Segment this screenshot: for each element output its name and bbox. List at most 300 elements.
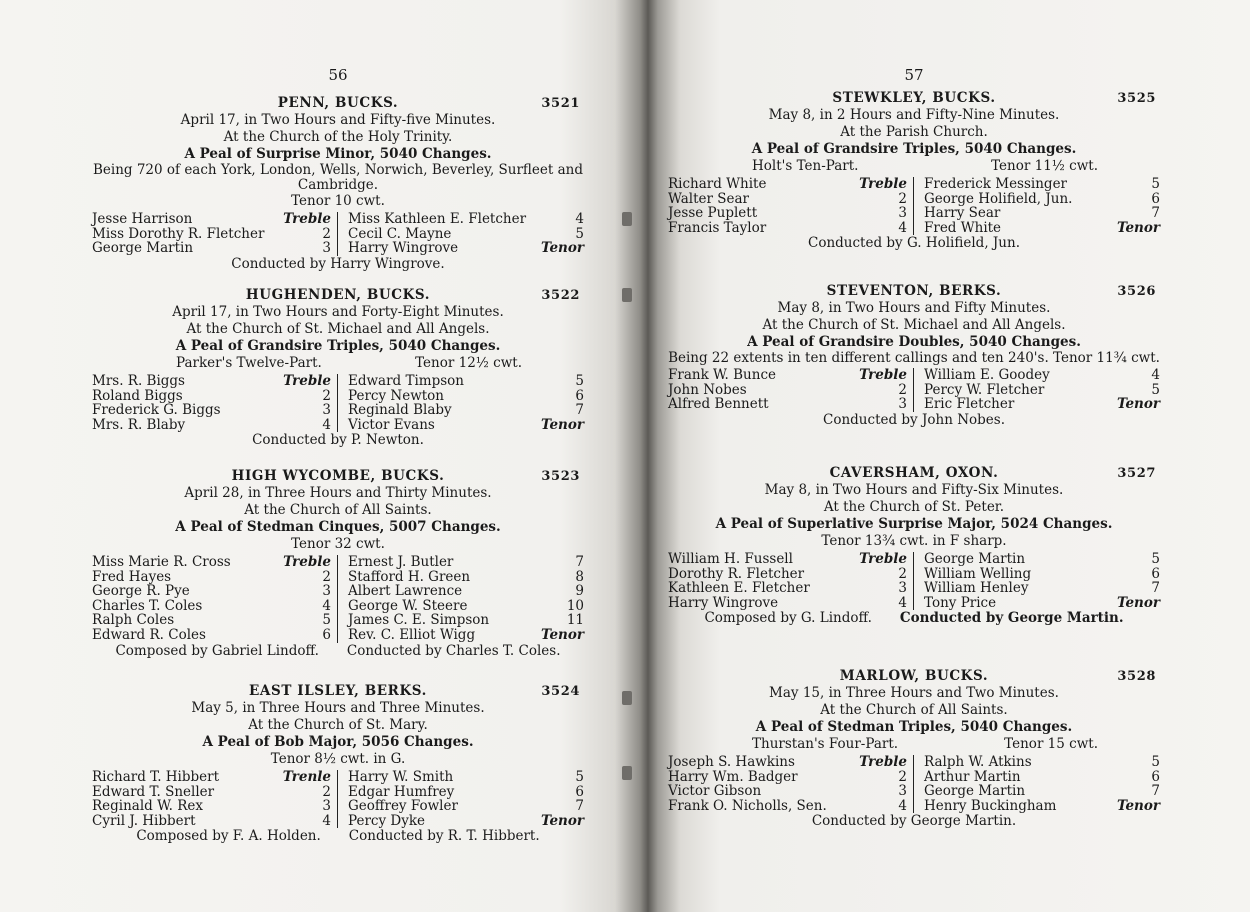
ringers-table [92, 212, 584, 256]
ringer-row [92, 212, 331, 227]
ringers-right-column [914, 177, 1160, 235]
peal-heading [92, 287, 584, 304]
bell-number: 7 [575, 402, 584, 419]
ringer-row [92, 584, 331, 599]
ringer-row [92, 418, 331, 433]
ringer-name: Percy W. Fletcher [924, 381, 1045, 398]
composition-row [668, 736, 1160, 753]
ringer-name: Geoffrey Fowler [348, 798, 458, 815]
ringer-name: Albert Lawrence [348, 583, 463, 600]
peal-date: May 8, in 2 Hours and Fifty-Nine Minutes. [768, 107, 1060, 123]
ringer-row [924, 368, 1160, 383]
ringers-right-column [914, 755, 1160, 813]
peal-church: At the Church of St. Peter. [823, 499, 1005, 515]
peal-date: April 17, in Two Hours and Forty-Eight Minutes. [172, 304, 504, 320]
ringer-row [668, 770, 907, 785]
peal-church: At the Church of All Saints. [820, 702, 1008, 718]
bell-number: Treble [283, 554, 331, 570]
ringers-table [92, 555, 584, 643]
bell-number: 4 [898, 594, 907, 611]
ringers-table [668, 552, 1160, 610]
bell-number: 2 [898, 565, 907, 582]
conductor-line [92, 828, 584, 845]
ringer-name: Ralph W. Atkins [924, 754, 1032, 770]
ringer-name: Roland Biggs [92, 387, 183, 404]
ringer-name: Eric Fletcher [924, 396, 1015, 413]
conductor-line [92, 643, 584, 660]
ringer-name: Alfred Bennett [668, 396, 769, 413]
peal-heading [92, 95, 584, 112]
bell-number: Tenor [540, 626, 584, 643]
ringer-row [668, 383, 907, 398]
peal-entry [668, 283, 1160, 429]
bell-number: Tenor [540, 416, 584, 433]
ringer-name: Percy Dyke [348, 812, 426, 829]
bell-number: Tenor [1116, 219, 1160, 236]
conductor-line [92, 432, 584, 449]
ringer-name: William E. Goodey [924, 367, 1050, 383]
conductor: Conducted by Harry Wingrove. [231, 255, 445, 272]
ringer-row [348, 799, 584, 814]
peal-number: 3528 [1117, 669, 1156, 684]
peal-entry [668, 90, 1160, 252]
peal-place: CAVERSHAM, OXON. [829, 465, 999, 481]
ringer-name: George Martin [924, 551, 1026, 567]
bell-number: 2 [322, 568, 331, 585]
ringer-name: Rev. C. Elliot Wigg [348, 626, 476, 643]
bell-number: 3 [322, 240, 331, 257]
bell-number: Tenor [1116, 797, 1160, 814]
ringer-row [668, 784, 907, 799]
ringer-row [668, 755, 907, 770]
binding-tab [622, 691, 632, 705]
peal-date: May 8, in Two Hours and Fifty Minutes. [777, 300, 1051, 316]
composition-row [92, 355, 584, 372]
tenor-weight: Tenor 11½ cwt. [991, 158, 1098, 174]
ringer-row [348, 570, 584, 585]
ringer-name: Walter Sear [668, 190, 749, 207]
ringer-row [92, 555, 331, 570]
conductor: Conducted by George Martin. [811, 813, 1017, 830]
ringer-name: George Martin [924, 783, 1026, 800]
ringers-right-column [914, 368, 1160, 412]
ringers-right-column [914, 552, 1160, 610]
ringers-left-column [668, 552, 914, 610]
ringer-row [348, 227, 584, 242]
peal-heading [92, 683, 584, 700]
ringer-name: Dorothy R. Fletcher [668, 565, 805, 582]
conductor-line [668, 610, 1160, 627]
peal-place: STEWKLEY, BUCKS. [832, 90, 996, 106]
conductor: Conducted by G. Holifield, Jun. [807, 235, 1020, 252]
ringer-row [92, 389, 331, 404]
tenor-weight: Tenor 32 cwt. [291, 536, 385, 552]
bell-number: 6 [575, 387, 584, 404]
ringers-right-column [338, 374, 584, 432]
ringer-name: Reginald Blaby [348, 402, 452, 419]
ringer-name: George R. Pye [92, 583, 190, 600]
ringer-name: Stafford H. Green [348, 568, 471, 585]
peal-method: A Peal of Surprise Minor, 5040 Changes. [184, 146, 492, 162]
bell-number: 5 [1151, 176, 1160, 192]
ringer-row [348, 613, 584, 628]
bell-number: 10 [566, 597, 584, 614]
ringers-table [92, 770, 584, 828]
bell-number: 5 [1151, 381, 1160, 398]
bell-number: 6 [1151, 565, 1160, 582]
ringer-name: Henry Buckingham [924, 797, 1057, 814]
peal-method: A Peal of Grandsire Triples, 5040 Changes. [175, 338, 501, 354]
ringer-name: George W. Steere [348, 597, 468, 614]
ringers-table [668, 368, 1160, 412]
bell-number: Tenor [1116, 396, 1160, 413]
peal-number: 3525 [1117, 91, 1156, 106]
bell-number: Treble [859, 367, 907, 383]
bell-number: 4 [898, 219, 907, 236]
ringer-name: Miss Dorothy R. Fletcher [92, 225, 265, 242]
bell-number: Tenor [540, 812, 584, 829]
peal-method: A Peal of Superlative Surprise Major, 5024 Changes. [715, 516, 1113, 532]
ringer-row [348, 785, 584, 800]
peal-place: MARLOW, BUCKS. [839, 668, 989, 684]
ringer-row [348, 584, 584, 599]
bell-number: 7 [1151, 580, 1160, 597]
composition: Thurstan's Four-Part. [752, 736, 899, 752]
peal-method: A Peal of Stedman Cinques, 5007 Changes. [175, 519, 501, 535]
ringer-row [348, 770, 584, 785]
peal-entry [92, 683, 584, 845]
bell-number: 5 [1151, 551, 1160, 567]
bell-number: Treble [859, 551, 907, 567]
ringer-row [924, 567, 1160, 582]
ringer-row [348, 628, 584, 643]
binding-tab [622, 288, 632, 302]
ringer-name: Mrs. R. Blaby [92, 416, 186, 433]
ringer-name: Victor Gibson [668, 783, 762, 800]
peal-entry [92, 287, 584, 449]
peal-entry [92, 468, 584, 660]
ringer-name: Miss Marie R. Cross [92, 554, 231, 570]
ringer-row [348, 418, 584, 433]
ringer-row [668, 368, 907, 383]
ringer-row [668, 177, 907, 192]
ringer-row [348, 403, 584, 418]
ringer-row [668, 221, 907, 236]
bell-number: 4 [322, 416, 331, 433]
bell-number: 2 [898, 381, 907, 398]
peal-heading [668, 90, 1160, 107]
page-number: 56 [328, 66, 348, 84]
ringer-row [92, 374, 331, 389]
ringer-row [668, 596, 907, 611]
bell-number: 2 [322, 225, 331, 242]
ringer-name: Fred Hayes [92, 568, 172, 585]
peal-date: April 28, in Three Hours and Thirty Minutes. [184, 485, 492, 501]
bell-number: 4 [898, 797, 907, 814]
ringer-name: Ernest J. Butler [348, 554, 454, 570]
composition: Holt's Ten-Part. [752, 158, 859, 174]
bell-number: 5 [575, 769, 584, 785]
composition: Parker's Twelve-Part. [176, 355, 322, 371]
peal-church: At the Church of St. Mary. [248, 717, 428, 733]
ringer-row [668, 206, 907, 221]
ringer-name: George Martin [92, 240, 194, 257]
ringer-name: Tony Price [924, 594, 997, 611]
bell-number: 2 [322, 387, 331, 404]
ringer-row [924, 383, 1160, 398]
bell-number: 7 [575, 554, 584, 570]
ringers-table [668, 755, 1160, 813]
ringer-row [924, 784, 1160, 799]
bell-number: Treble [859, 754, 907, 770]
ringer-name: Frederick Messinger [924, 176, 1068, 192]
bell-number: 7 [575, 798, 584, 815]
ringer-name: Jesse Puplett [668, 205, 758, 222]
peal-entry [92, 95, 584, 273]
ringer-name: Francis Taylor [668, 219, 767, 236]
ringer-name: Ralph Coles [92, 612, 175, 629]
peal-heading [668, 465, 1160, 482]
ringer-row [668, 799, 907, 814]
peal-method: A Peal of Stedman Triples, 5040 Changes. [755, 719, 1073, 735]
peal-date: May 8, in Two Hours and Fifty-Six Minutes. [764, 482, 1064, 498]
bell-number: 3 [898, 783, 907, 800]
peal-entry [668, 668, 1160, 830]
peal-heading [668, 283, 1160, 300]
composer: Composed by F. A. Holden. [136, 828, 321, 845]
ringer-name: James C. E. Simpson [348, 612, 490, 629]
ringer-row [924, 206, 1160, 221]
ringer-row [924, 770, 1160, 785]
peal-church: At the Church of St. Michael and All Angels. [762, 317, 1066, 333]
ringer-name: Cecil C. Mayne [348, 225, 452, 242]
bell-number: 3 [322, 583, 331, 600]
bell-number: 3 [898, 580, 907, 597]
peal-number: 3522 [541, 288, 580, 303]
ringer-row [348, 389, 584, 404]
bell-number: 5 [1151, 754, 1160, 770]
bell-number: 7 [1151, 205, 1160, 222]
ringer-row [92, 799, 331, 814]
ringer-row [924, 221, 1160, 236]
ringers-right-column [338, 212, 584, 256]
peal-church: At the Church of All Saints. [244, 502, 432, 518]
ringer-name: Arthur Martin [924, 768, 1021, 785]
ringer-row [924, 799, 1160, 814]
ringers-table [92, 374, 584, 432]
conductor-line [668, 235, 1160, 252]
conductor: Conducted by John Nobes. [823, 411, 1005, 428]
ringer-name: Percy Newton [348, 387, 445, 404]
ringer-row [668, 567, 907, 582]
bell-number: 3 [322, 798, 331, 815]
peal-place: EAST ILSLEY, BERKS. [249, 683, 427, 699]
ringer-name: Jesse Harrison [92, 211, 193, 227]
bell-number: 5 [575, 373, 584, 389]
ringer-name: Edward R. Coles [92, 626, 206, 643]
bell-number: 6 [1151, 190, 1160, 207]
ringer-row [668, 581, 907, 596]
ringer-name: Reginald W. Rex [92, 798, 203, 815]
ringer-row [348, 241, 584, 256]
peal-date: May 5, in Three Hours and Three Minutes. [191, 700, 485, 716]
composer: Composed by G. Lindoff. [704, 610, 872, 627]
ringer-name: Harry Wm. Badger [668, 768, 798, 785]
bell-number: 3 [898, 205, 907, 222]
ringers-right-column [338, 770, 584, 828]
peal-number: 3521 [541, 96, 580, 111]
ringers-left-column [92, 770, 338, 828]
ringer-name: Frederick G. Biggs [92, 402, 221, 419]
bell-number: Treble [283, 211, 331, 227]
ringer-name: Miss Kathleen E. Fletcher [348, 211, 527, 227]
ringer-name: Richard T. Hibbert [92, 769, 220, 785]
peal-entry [668, 465, 1160, 627]
ringer-name: Charles T. Coles [92, 597, 203, 614]
conductor: Conducted by George Martin. [899, 610, 1124, 627]
ringer-name: Kathleen E. Fletcher [668, 580, 810, 597]
peal-number: 3524 [541, 684, 580, 699]
peal-number: 3526 [1117, 284, 1156, 299]
ringer-name: Edward T. Sneller [92, 783, 215, 800]
ringer-row [924, 192, 1160, 207]
ringers-left-column [92, 212, 338, 256]
bell-number: 6 [575, 783, 584, 800]
ringer-name: Mrs. R. Biggs [92, 373, 185, 389]
peal-note: Being 22 extents in ten different callings and ten 240's. Tenor 11¾ cwt. [668, 350, 1160, 366]
peal-method: A Peal of Grandsire Doubles, 5040 Changes. [747, 334, 1081, 350]
peal-number: 3527 [1117, 466, 1156, 481]
ringers-table [668, 177, 1160, 235]
composer: Composed by Gabriel Lindoff. [115, 642, 319, 659]
ringers-right-column [338, 555, 584, 643]
ringer-row [92, 785, 331, 800]
ringer-name: Richard White [668, 176, 767, 192]
tenor-weight: Tenor 10 cwt. [291, 193, 385, 209]
ringer-row [924, 596, 1160, 611]
ringer-row [92, 570, 331, 585]
conductor-line [668, 412, 1160, 429]
composition-row [668, 158, 1160, 175]
ringer-row [924, 552, 1160, 567]
ringer-name: Frank W. Bunce [668, 367, 776, 383]
ringer-row [668, 192, 907, 207]
ringer-name: Harry W. Smith [348, 769, 454, 785]
ringer-name: Cyril J. Hibbert [92, 812, 196, 829]
ringer-row [92, 613, 331, 628]
bell-number: 6 [1151, 768, 1160, 785]
left-page [92, 0, 584, 912]
peal-place: STEVENTON, BERKS. [826, 283, 1002, 299]
ringer-name: Fred White [924, 219, 1002, 236]
ringer-row [92, 770, 331, 785]
bell-number: 5 [322, 612, 331, 629]
ringer-name: William H. Fussell [668, 551, 793, 567]
bell-number: 9 [575, 583, 584, 600]
ringer-name: Harry Sear [924, 205, 1001, 222]
binding-tab [622, 766, 632, 780]
tenor-weight: Tenor 15 cwt. [1004, 736, 1098, 752]
ringer-name: William Welling [924, 565, 1032, 582]
tenor-weight: Tenor 13¾ cwt. in F sharp. [821, 533, 1007, 549]
ringer-row [348, 555, 584, 570]
binding-tab [622, 212, 632, 226]
tenor-weight: Tenor 12½ cwt. [415, 355, 522, 371]
ringer-name: Edward Timpson [348, 373, 465, 389]
conductor-line [92, 256, 584, 273]
conductor-line [668, 813, 1160, 830]
bell-number: 4 [322, 597, 331, 614]
peal-place: HIGH WYCOMBE, BUCKS. [231, 468, 445, 484]
ringer-row [924, 177, 1160, 192]
bell-number: 6 [322, 626, 331, 643]
ringers-left-column [92, 374, 338, 432]
peal-place: HUGHENDEN, BUCKS. [245, 287, 431, 303]
bell-number: 4 [322, 812, 331, 829]
ringers-left-column [668, 177, 914, 235]
ringer-row [348, 374, 584, 389]
bell-number: Tenor [540, 240, 584, 257]
ringer-row [924, 397, 1160, 412]
ringer-row [348, 814, 584, 829]
bell-number: 8 [575, 568, 584, 585]
peal-number: 3523 [541, 469, 580, 484]
peal-church: At the Parish Church. [840, 124, 988, 140]
ringer-name: George Holifield, Jun. [924, 190, 1073, 207]
bell-number: 4 [1151, 367, 1160, 383]
ringer-row [92, 403, 331, 418]
bell-number: Tenor [1116, 594, 1160, 611]
bell-number: Treble [859, 176, 907, 192]
page-number: 57 [904, 66, 924, 84]
ringer-name: William Henley [924, 580, 1029, 597]
peal-date: May 15, in Three Hours and Two Minutes. [769, 685, 1059, 701]
ringer-name: John Nobes [668, 381, 747, 398]
peal-heading [92, 468, 584, 485]
peal-date: April 17, in Two Hours and Fifty-five Minutes. [180, 112, 496, 128]
ringer-row [348, 212, 584, 227]
ringer-name: Frank O. Nicholls, Sen. [668, 797, 827, 814]
peal-church: At the Church of St. Michael and All Angels. [186, 321, 490, 337]
bell-number: 11 [566, 612, 584, 629]
conductor: Conducted by Charles T. Coles. [346, 642, 561, 659]
ringer-row [668, 552, 907, 567]
ringer-name: Harry Wingrove [668, 594, 779, 611]
ringer-row [92, 227, 331, 242]
ringer-name: Victor Evans [348, 416, 435, 433]
peal-note: Being 720 of each York, London, Wells, Norwich, Beverley, Surfleet and Cambridge. [92, 162, 584, 193]
ringer-row [924, 581, 1160, 596]
peal-heading [668, 668, 1160, 685]
right-page [668, 0, 1160, 912]
peal-method: A Peal of Grandsire Triples, 5040 Changes. [751, 141, 1077, 157]
ringer-row [92, 241, 331, 256]
peal-place: PENN, BUCKS. [277, 95, 399, 111]
ringer-row [92, 599, 331, 614]
bell-number: 3 [898, 396, 907, 413]
conductor: Conducted by P. Newton. [252, 432, 424, 449]
bell-number: 5 [575, 225, 584, 242]
bell-number: 4 [575, 211, 584, 227]
bell-number: 3 [322, 402, 331, 419]
ringer-name: Joseph S. Hawkins [668, 754, 795, 770]
tenor-weight: Tenor 8½ cwt. in G. [270, 751, 406, 767]
peal-method: A Peal of Bob Major, 5056 Changes. [202, 734, 474, 750]
bell-number: 2 [322, 783, 331, 800]
ringer-name: Edgar Humfrey [348, 783, 455, 800]
bell-number: 7 [1151, 783, 1160, 800]
peal-church: At the Church of the Holy Trinity. [223, 129, 453, 145]
